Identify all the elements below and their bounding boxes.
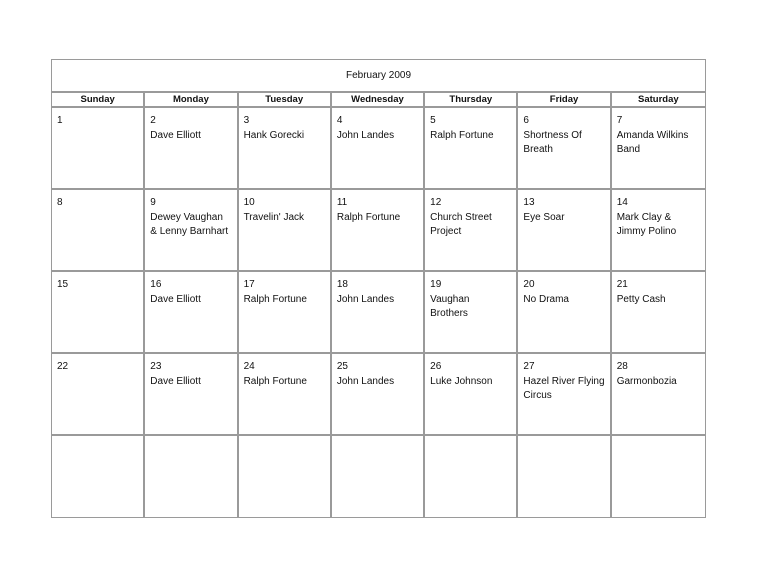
day-number: 3 bbox=[243, 115, 250, 126]
day-event: Luke Johnson bbox=[430, 375, 493, 387]
day-cell bbox=[145, 190, 238, 270]
day-number: 17 bbox=[243, 279, 255, 290]
calendar-title: February 2009 bbox=[52, 60, 705, 93]
day-event: Ralph Fortune bbox=[243, 293, 307, 305]
day-event: No Drama bbox=[523, 293, 569, 305]
day-cell bbox=[518, 272, 611, 352]
day-number: 5 bbox=[430, 115, 436, 126]
week-row bbox=[52, 354, 705, 436]
day-event: Shortness Of Breath bbox=[523, 129, 582, 155]
day-event: Ralph Fortune bbox=[243, 375, 307, 387]
day-cell bbox=[332, 190, 425, 270]
day-cell bbox=[52, 436, 145, 517]
day-cell bbox=[518, 108, 611, 188]
day-cell bbox=[332, 272, 425, 352]
day-event: Ralph Fortune bbox=[336, 211, 401, 223]
day-event: Dave Elliott bbox=[150, 129, 201, 141]
day-event: Dewey Vaughan & Lenny Barnhart bbox=[150, 211, 229, 237]
day-number: 6 bbox=[523, 115, 529, 126]
day-cell bbox=[239, 436, 332, 517]
day-number: 8 bbox=[57, 197, 63, 208]
day-event: Church Street Project bbox=[430, 211, 492, 237]
day-cell bbox=[612, 190, 705, 270]
day-number: 19 bbox=[430, 279, 442, 290]
day-number: 2 bbox=[150, 115, 156, 126]
week-row bbox=[52, 272, 705, 354]
day-number: 24 bbox=[243, 361, 255, 372]
day-cell bbox=[332, 108, 425, 188]
weekday-wednesday: Wednesday bbox=[332, 93, 425, 106]
day-cell bbox=[612, 272, 705, 352]
day-cell bbox=[145, 354, 238, 434]
day-cell bbox=[145, 272, 238, 352]
day-number: 26 bbox=[430, 361, 442, 372]
day-cell bbox=[332, 354, 425, 434]
day-event: Petty Cash bbox=[616, 293, 666, 305]
day-number: 23 bbox=[150, 361, 162, 372]
day-number: 22 bbox=[57, 361, 69, 372]
day-event: Hank Gorecki bbox=[243, 129, 305, 141]
day-number: 9 bbox=[150, 197, 156, 208]
day-cell bbox=[612, 354, 705, 434]
weekday-tuesday: Tuesday bbox=[239, 93, 332, 106]
day-cell bbox=[612, 436, 705, 517]
day-event: Ralph Fortune bbox=[430, 129, 494, 141]
day-event: John Landes bbox=[336, 129, 395, 141]
day-number: 28 bbox=[616, 361, 628, 372]
weekday-monday: Monday bbox=[145, 93, 238, 106]
weekday-header-row bbox=[52, 93, 705, 108]
day-cell bbox=[145, 436, 238, 517]
day-cell bbox=[52, 354, 145, 434]
day-cell bbox=[239, 108, 332, 188]
day-number: 4 bbox=[336, 115, 343, 126]
weekday-thursday: Thursday bbox=[425, 93, 518, 106]
day-event: John Landes bbox=[336, 293, 395, 305]
weekday-saturday: Saturday bbox=[638, 94, 679, 105]
day-number: 15 bbox=[57, 279, 69, 290]
day-number: 20 bbox=[523, 279, 535, 290]
weekday-sunday: Sunday bbox=[52, 93, 145, 106]
day-cell bbox=[518, 354, 611, 434]
day-cell bbox=[425, 190, 518, 270]
day-cell bbox=[425, 436, 518, 517]
week-row bbox=[52, 436, 705, 517]
day-number: 16 bbox=[150, 279, 162, 290]
day-number: 27 bbox=[523, 361, 535, 372]
day-number: 7 bbox=[616, 115, 623, 126]
day-event: Garmonbozia bbox=[616, 375, 677, 387]
week-row bbox=[52, 190, 705, 272]
day-event: Hazel River Flying Circus bbox=[523, 375, 605, 401]
day-cell bbox=[425, 108, 518, 188]
day-cell bbox=[425, 272, 518, 352]
day-cell bbox=[239, 190, 332, 270]
day-cell bbox=[52, 272, 145, 352]
day-cell bbox=[52, 108, 145, 188]
day-event: John Landes bbox=[336, 375, 395, 387]
day-number: 14 bbox=[616, 197, 628, 208]
weekday-friday: Friday bbox=[518, 93, 611, 106]
day-cell bbox=[518, 436, 611, 517]
day-event: Amanda Wilkins Band bbox=[616, 129, 689, 155]
day-cell bbox=[145, 108, 238, 188]
day-event: Travelin' Jack bbox=[243, 211, 305, 223]
day-cell bbox=[518, 190, 611, 270]
day-number: 11 bbox=[336, 197, 348, 208]
calendar-table bbox=[51, 59, 706, 518]
day-number: 21 bbox=[616, 279, 628, 290]
day-number: 13 bbox=[523, 197, 535, 208]
day-number: 12 bbox=[430, 197, 442, 208]
day-cell bbox=[612, 108, 705, 188]
week-row bbox=[52, 108, 705, 190]
day-event: Vaughan Brothers bbox=[430, 293, 470, 319]
day-cell bbox=[239, 272, 332, 352]
day-cell bbox=[332, 436, 425, 517]
day-event: Eye Soar bbox=[523, 211, 565, 223]
day-cell bbox=[425, 354, 518, 434]
day-number: 18 bbox=[336, 279, 348, 290]
day-event: Dave Elliott bbox=[150, 293, 201, 305]
calendar-weeks bbox=[52, 108, 705, 517]
day-event: Dave Elliott bbox=[150, 375, 201, 387]
day-number: 10 bbox=[243, 197, 255, 208]
day-event: Mark Clay & Jimmy Polino bbox=[616, 211, 677, 237]
day-number: 1 bbox=[57, 115, 63, 126]
day-cell bbox=[239, 354, 332, 434]
day-number: 25 bbox=[336, 361, 348, 372]
day-cell bbox=[52, 190, 145, 270]
